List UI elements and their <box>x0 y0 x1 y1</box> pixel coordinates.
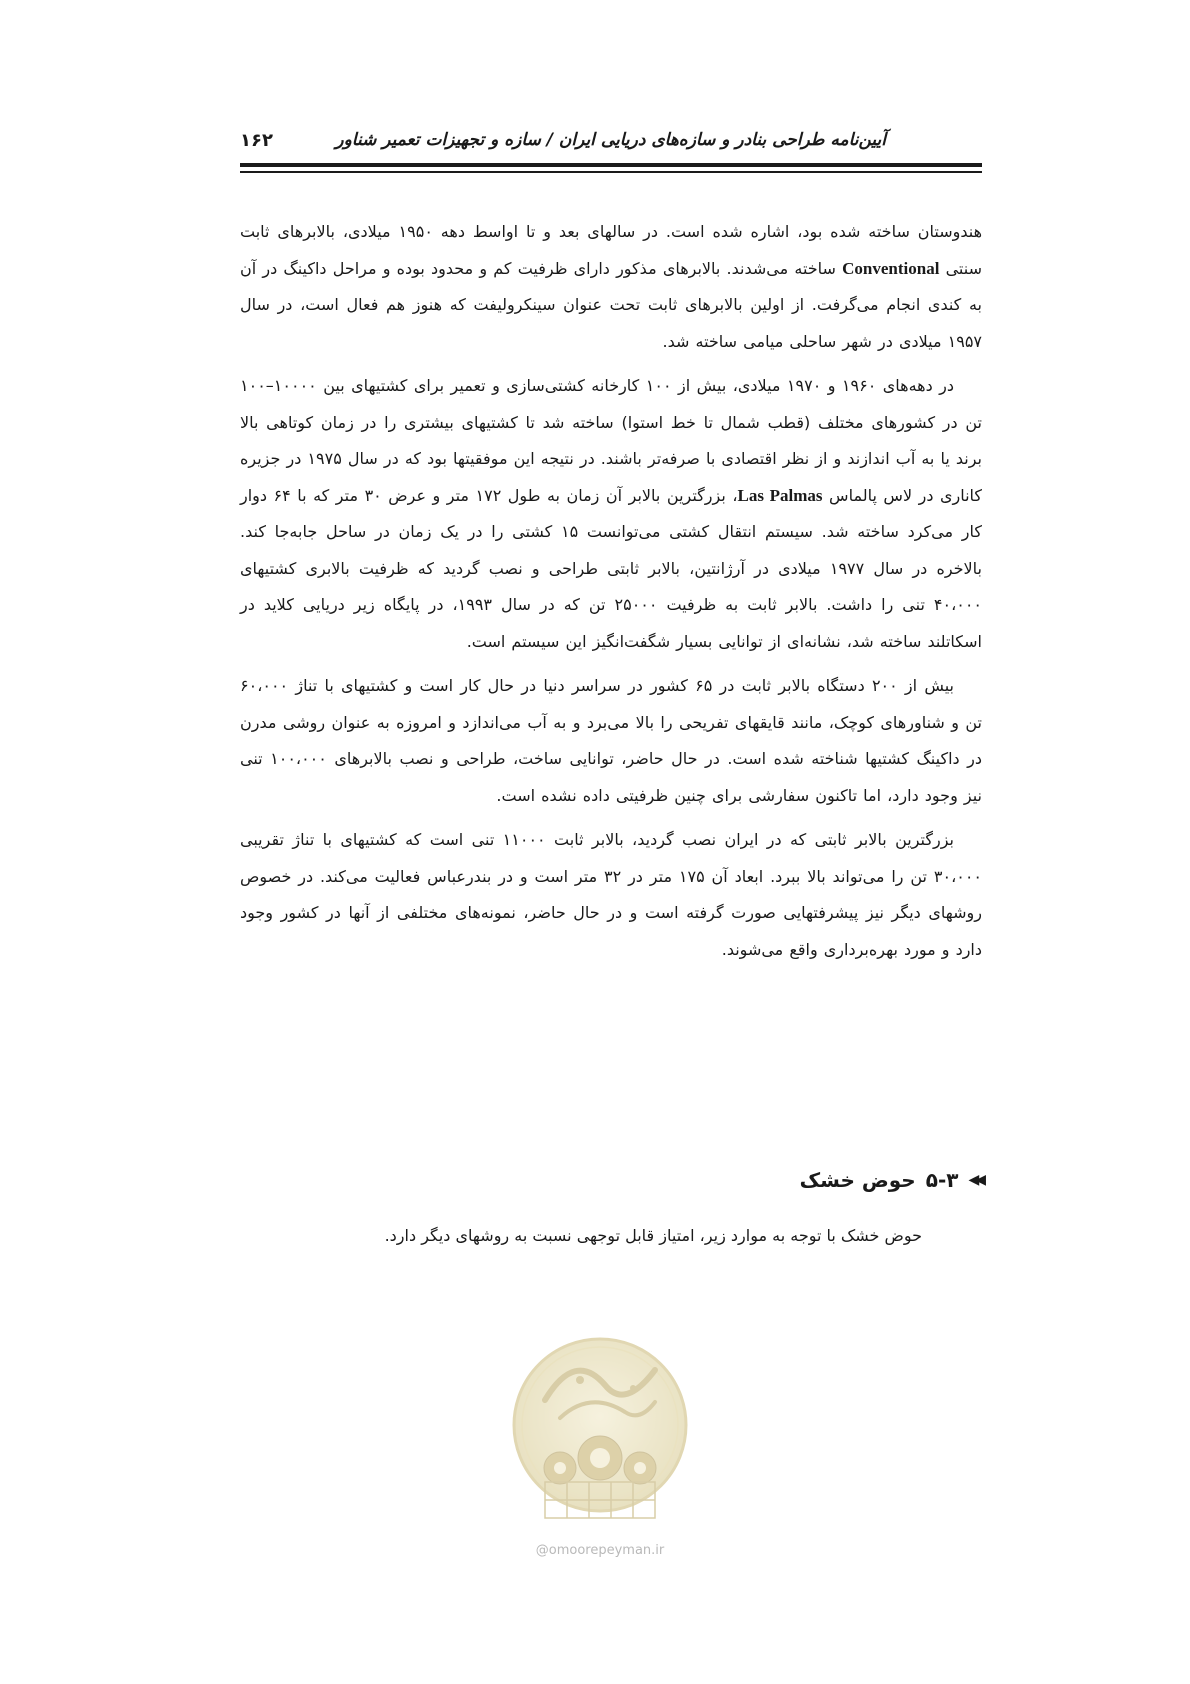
page-number: ۱۶۲ <box>240 130 273 151</box>
body-text <box>240 214 982 976</box>
watermark-logo <box>505 1330 695 1550</box>
header-title: آیین‌نامه طراحی بنادر و سازه‌های دریایی ایران / سازه و تجهیزات تعمیر شناور <box>335 130 886 150</box>
paragraph-1-text-b: ساخته می‌شدند. بالابرهای مذکور دارای ظرفیت کم و محدود بوده و مراحل داکینگ در آن به کندی انجام می‌گرفت. از اولین بالابرهای ثابت تحت عنوان سینکرولیفت که هنوز هم فعال است، در سال ۱۹۵۷ میلادی در شهر ساحلی میامی ساخته شد. <box>240 258 982 351</box>
header-rule-thin <box>240 171 982 173</box>
paragraph-2 <box>240 368 982 660</box>
paragraph-2-text-a: در دهه‌های ۱۹۶۰ و ۱۹۷۰ میلادی، بیش از ۱۰۰ کارخانه کشتی‌سازی و تعمیر برای کشتیهای بین ۱۰۰۰۰–۱۰۰ تن در کشورهای مختلف (قطب شمال تا خط استوا) ساخته شد تا کشتیهای بیشتری را در زمان کوتاهی بالا برند یا به آب اندازند و از نظر اقتصادی با صرفه‌تر باشند. در نتیجه این موفقیتها بود که در سال ۱۹۷۵ در جزیره کاناری در لاس پالماس <box>240 376 983 505</box>
paragraph-3 <box>240 668 982 814</box>
paragraph-4-text: بزرگترین بالابر ثابتی که در ایران نصب گردید، بالابر ثابت ۱۱۰۰۰ تنی است که کشتیهای با تناژ تقریبی ۳۰،۰۰۰ تن را می‌تواند بالا ببرد. ابعاد آن ۱۷۵ متر در ۳۲ متر است و در بندرعباس فعالیت می‌کند. در خصوص روشهای دیگر نیز پیشرفتهایی صورت گرفته است و در حال حاضر، نمونه‌های مختلفی از آنها در کشور وجود دارد و مورد بهره‌برداری واقع می‌شوند. <box>240 830 983 959</box>
section-heading <box>800 1168 982 1192</box>
section-title: حوض خشک <box>799 1168 916 1192</box>
section-number: ۵-۳ <box>925 1168 959 1192</box>
paragraph-4 <box>240 822 982 968</box>
header-rule-thick <box>240 163 982 167</box>
paragraph-3-text: بیش از ۲۰۰ دستگاه بالابر ثابت در ۶۵ کشور در سراسر دنیا در حال کار است و کشتیهای با تناژ ۶۰،۰۰۰ تن و شناورهای کوچک، مانند قایقهای تفریحی را بالا می‌برد و به آب می‌اندازد و امروزه به عنوان روشی مدرن در داکینگ کشتیها شناخته شده است. در حال حاضر، توانایی ساخت، طراحی و نصب بالابرهای ۱۰۰،۰۰۰ تنی نیز وجود دارد، اما تاکنون سفارشی برای چنین ظرفیتی داده نشده است. <box>240 676 983 805</box>
double-arrow-icon: ◀◀ <box>968 1172 982 1188</box>
section-intro: حوض خشک با توجه به موارد زیر، امتیاز قابل توجهی نسبت به روشهای دیگر دارد. <box>384 1226 922 1245</box>
omoore-peyman-seal-icon <box>505 1330 695 1545</box>
paragraph-1 <box>240 214 982 360</box>
watermark-caption: @omoorepeyman.ir <box>535 1543 665 1558</box>
running-header <box>240 128 982 162</box>
paragraph-2-text-b: ، بزرگترین بالابر آن زمان به طول ۱۷۲ متر و عرض ۳۰ متر که با ۶۴ دوار کار می‌کرد ساخته شد. سیستم انتقال کشتی می‌توانست ۱۵ کشتی را در یک زمان در ساحل جابه‌جا کند. بالاخره در سال ۱۹۷۷ میلادی در آرژانتین، بالابر ثابتی طراحی و نصب گردید که ظرفیت بالابری کشتیهای ۴۰،۰۰۰ تنی را داشت. بالابر ثابت به ظرفیت ۲۵۰۰۰ تن که در سال ۱۹۹۳، در پایگاه زیر دریایی کلاید در اسکاتلند ساخته شد، نشانه‌ای از توانایی بسیار شگفت‌انگیز این سیستم است. <box>240 485 983 651</box>
term-las-palmas: Las Palmas <box>737 485 823 505</box>
term-conventional: Conventional <box>842 258 940 278</box>
paragraph-1-text-a: هندوستان ساخته شده بود، اشاره شده است. در سالهای بعد و تا اواسط دهه ۱۹۵۰ میلادی، بالابرهای ثابت سنتی <box>240 222 983 278</box>
